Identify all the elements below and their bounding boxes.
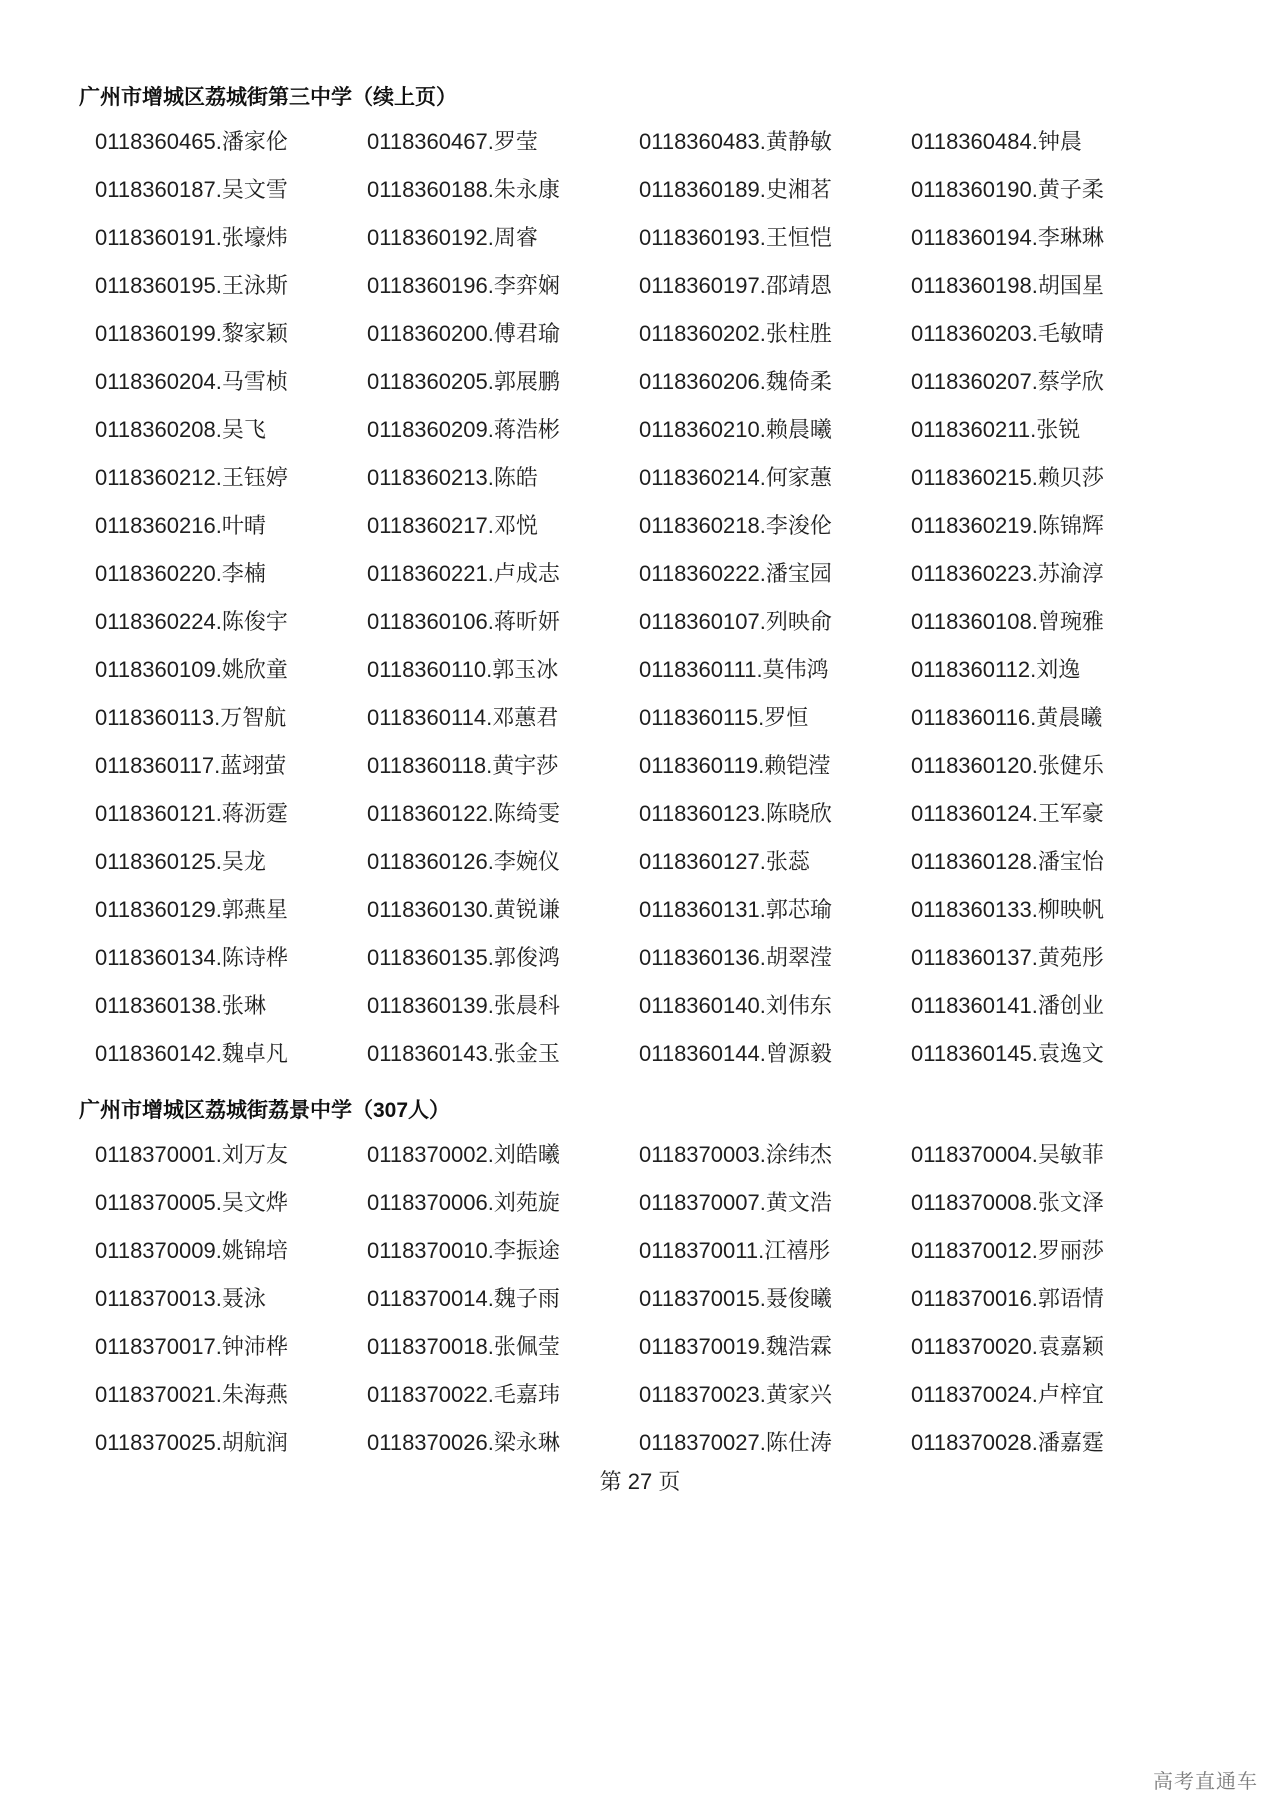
student-entry: 0118370021.朱海燕 bbox=[95, 1382, 288, 1407]
student-entry: 0118370009.姚锦培 bbox=[95, 1238, 288, 1263]
student-entry: 0118360121.蒋沥霆 bbox=[95, 801, 288, 826]
student-entry: 0118360126.李婉仪 bbox=[367, 849, 560, 874]
student-entry: 0118370023.黄家兴 bbox=[639, 1382, 832, 1407]
student-entry: 0118360216.叶晴 bbox=[95, 513, 266, 538]
student-entry: 0118360129.郭燕星 bbox=[95, 897, 288, 922]
student-entry: 0118370025.胡航润 bbox=[95, 1430, 288, 1455]
student-entry: 0118360112.刘逸 bbox=[911, 657, 1081, 682]
student-entry: 0118370027.陈仕涛 bbox=[639, 1430, 832, 1455]
student-entry: 0118370014.魏子雨 bbox=[367, 1286, 560, 1311]
student-entry: 0118360111.莫伟鸿 bbox=[639, 657, 829, 682]
student-entry: 0118370022.毛嘉玮 bbox=[367, 1382, 560, 1407]
student-entry: 0118360209.蒋浩彬 bbox=[367, 417, 560, 442]
student-entry: 0118370012.罗丽莎 bbox=[911, 1238, 1104, 1263]
student-row bbox=[0, 1275, 1280, 1323]
student-row bbox=[0, 838, 1280, 886]
student-entry: 0118360196.李弈娴 bbox=[367, 273, 560, 298]
student-entry: 0118360467.罗莹 bbox=[367, 129, 538, 154]
student-entry: 0118360222.潘宝园 bbox=[639, 561, 832, 586]
student-row bbox=[0, 1227, 1280, 1275]
student-entry: 0118360207.蔡学欣 bbox=[911, 369, 1104, 394]
student-entry: 0118360205.郭展鹏 bbox=[367, 369, 560, 394]
student-row bbox=[0, 742, 1280, 790]
student-entry: 0118360212.王钰婷 bbox=[95, 465, 288, 490]
student-entry: 0118360188.朱永康 bbox=[367, 177, 560, 202]
student-row bbox=[0, 934, 1280, 982]
student-row bbox=[0, 502, 1280, 550]
student-entry: 0118360108.曾琬雅 bbox=[911, 609, 1104, 634]
student-entry: 0118360122.陈绮雯 bbox=[367, 801, 560, 826]
student-entry: 0118360131.郭芯瑜 bbox=[639, 897, 832, 922]
student-entry: 0118360187.吴文雪 bbox=[95, 177, 288, 202]
student-entry: 0118360137.黄苑彤 bbox=[911, 945, 1104, 970]
student-entry: 0118360114.邓蕙君 bbox=[367, 705, 559, 730]
student-entry: 0118360218.李浚伦 bbox=[639, 513, 832, 538]
section-title: 广州市增城区荔城街荔景中学（307人） bbox=[79, 1099, 451, 1122]
school-section bbox=[0, 78, 1280, 1078]
student-row bbox=[0, 886, 1280, 934]
student-entry: 0118370017.钟沛桦 bbox=[95, 1334, 288, 1359]
student-row bbox=[0, 1179, 1280, 1227]
student-row bbox=[0, 358, 1280, 406]
student-entry: 0118360117.蓝翊萤 bbox=[95, 753, 287, 778]
student-row bbox=[0, 1131, 1280, 1179]
student-entry: 0118370005.吴文烨 bbox=[95, 1190, 288, 1215]
student-entry: 0118360223.苏渝淳 bbox=[911, 561, 1104, 586]
student-row bbox=[0, 166, 1280, 214]
student-entry: 0118360144.曾源毅 bbox=[639, 1041, 832, 1066]
student-entry: 0118370011.江禧彤 bbox=[639, 1238, 831, 1263]
student-entry: 0118370001.刘万友 bbox=[95, 1142, 288, 1167]
student-entry: 0118360128.潘宝怡 bbox=[911, 849, 1104, 874]
student-entry: 0118360113.万智航 bbox=[95, 705, 287, 730]
student-entry: 0118360106.蒋昕妍 bbox=[367, 609, 560, 634]
student-entry: 0118360195.王泳斯 bbox=[95, 273, 288, 298]
student-entry: 0118360135.郭俊鸿 bbox=[367, 945, 560, 970]
student-entry: 0118360217.邓悦 bbox=[367, 513, 538, 538]
student-entry: 0118360210.赖晨曦 bbox=[639, 417, 832, 442]
student-entry: 0118360194.李琳琳 bbox=[911, 225, 1104, 250]
student-entry: 0118370006.刘苑旋 bbox=[367, 1190, 560, 1215]
student-entry: 0118360118.黄宇莎 bbox=[367, 753, 559, 778]
school-section bbox=[0, 1091, 1280, 1467]
student-entry: 0118370026.梁永琳 bbox=[367, 1430, 560, 1455]
student-entry: 0118370019.魏浩霖 bbox=[639, 1334, 832, 1359]
student-entry: 0118370007.黄文浩 bbox=[639, 1190, 832, 1215]
student-entry: 0118360133.柳映帆 bbox=[911, 897, 1104, 922]
student-entry: 0118370010.李振途 bbox=[367, 1238, 560, 1263]
student-entry: 0118360116.黄晨曦 bbox=[911, 705, 1103, 730]
student-entry: 0118370002.刘皓曦 bbox=[367, 1142, 560, 1167]
student-entry: 0118360127.张蕊 bbox=[639, 849, 810, 874]
student-row bbox=[0, 550, 1280, 598]
student-entry: 0118360211.张锐 bbox=[911, 417, 1081, 442]
student-entry: 0118370016.郭语情 bbox=[911, 1286, 1104, 1311]
section-title: 广州市增城区荔城街第三中学（续上页） bbox=[79, 86, 457, 109]
student-entry: 0118360109.姚欣童 bbox=[95, 657, 288, 682]
student-entry: 0118370013.聂泳 bbox=[95, 1286, 266, 1311]
student-entry: 0118360465.潘家伦 bbox=[95, 129, 288, 154]
student-entry: 0118360484.钟晨 bbox=[911, 129, 1082, 154]
student-row bbox=[0, 598, 1280, 646]
student-entry: 0118360198.胡国星 bbox=[911, 273, 1104, 298]
student-entry: 0118370018.张佩莹 bbox=[367, 1334, 560, 1359]
student-entry: 0118360214.何家蕙 bbox=[639, 465, 832, 490]
student-list bbox=[0, 78, 1280, 1467]
student-entry: 0118360221.卢成志 bbox=[367, 561, 560, 586]
student-entry: 0118360110.郭玉冰 bbox=[367, 657, 559, 682]
student-entry: 0118360200.傅君瑜 bbox=[367, 321, 560, 346]
student-row bbox=[0, 310, 1280, 358]
student-row bbox=[0, 1030, 1280, 1078]
student-entry: 0118360208.吴飞 bbox=[95, 417, 266, 442]
student-entry: 0118360206.魏倚柔 bbox=[639, 369, 832, 394]
student-row bbox=[0, 1371, 1280, 1419]
student-entry: 0118360192.周睿 bbox=[367, 225, 538, 250]
student-entry: 0118360219.陈锦辉 bbox=[911, 513, 1104, 538]
student-entry: 0118360138.张琳 bbox=[95, 993, 266, 1018]
student-entry: 0118360139.张晨科 bbox=[367, 993, 560, 1018]
student-entry: 0118370008.张文泽 bbox=[911, 1190, 1104, 1215]
student-entry: 0118370015.聂俊曦 bbox=[639, 1286, 832, 1311]
student-entry: 0118370004.吴敏菲 bbox=[911, 1142, 1104, 1167]
student-row bbox=[0, 646, 1280, 694]
student-entry: 0118360145.袁逸文 bbox=[911, 1041, 1104, 1066]
student-entry: 0118370020.袁嘉颖 bbox=[911, 1334, 1104, 1359]
student-entry: 0118370028.潘嘉霆 bbox=[911, 1430, 1104, 1455]
student-entry: 0118360197.邵靖恩 bbox=[639, 273, 832, 298]
student-row bbox=[0, 262, 1280, 310]
student-entry: 0118360203.毛敏晴 bbox=[911, 321, 1104, 346]
student-entry: 0118360193.王恒恺 bbox=[639, 225, 832, 250]
student-entry: 0118360202.张柱胜 bbox=[639, 321, 832, 346]
student-entry: 0118360199.黎家颖 bbox=[95, 321, 288, 346]
student-entry: 0118360123.陈晓欣 bbox=[639, 801, 832, 826]
page-number: 第 27 页 bbox=[599, 1469, 681, 1494]
student-entry: 0118360215.赖贝莎 bbox=[911, 465, 1104, 490]
student-entry: 0118360191.张壕炜 bbox=[95, 225, 288, 250]
student-entry: 0118360204.马雪桢 bbox=[95, 369, 288, 394]
student-entry: 0118360141.潘创业 bbox=[911, 993, 1104, 1018]
student-row bbox=[0, 982, 1280, 1030]
student-entry: 0118360134.陈诗桦 bbox=[95, 945, 288, 970]
student-entry: 0118360140.刘伟东 bbox=[639, 993, 832, 1018]
student-entry: 0118360120.张健乐 bbox=[911, 753, 1104, 778]
student-entry: 0118360142.魏卓凡 bbox=[95, 1041, 288, 1066]
student-row bbox=[0, 1323, 1280, 1371]
student-row bbox=[0, 1419, 1280, 1467]
student-entry: 0118360220.李楠 bbox=[95, 561, 266, 586]
student-row bbox=[0, 214, 1280, 262]
student-entry: 0118360143.张金玉 bbox=[367, 1041, 560, 1066]
student-row bbox=[0, 118, 1280, 166]
student-entry: 0118370003.涂纬杰 bbox=[639, 1142, 832, 1167]
student-entry: 0118360136.胡翠滢 bbox=[639, 945, 832, 970]
student-entry: 0118360190.黄子柔 bbox=[911, 177, 1104, 202]
student-entry: 0118360130.黄锐谦 bbox=[367, 897, 560, 922]
student-entry: 0118360125.吴龙 bbox=[95, 849, 266, 874]
student-entry: 0118360483.黄静敏 bbox=[639, 129, 832, 154]
watermark-text: 高考直通车 bbox=[1153, 1771, 1258, 1793]
student-entry: 0118360124.王军豪 bbox=[911, 801, 1104, 826]
student-entry: 0118360107.列映俞 bbox=[639, 609, 832, 634]
student-entry: 0118360115.罗恒 bbox=[639, 705, 809, 730]
student-entry: 0118360224.陈俊宇 bbox=[95, 609, 288, 634]
student-entry: 0118370024.卢梓宜 bbox=[911, 1382, 1104, 1407]
student-entry: 0118360213.陈皓 bbox=[367, 465, 538, 490]
student-entry: 0118360119.赖铠滢 bbox=[639, 753, 831, 778]
student-row bbox=[0, 694, 1280, 742]
student-row bbox=[0, 454, 1280, 502]
student-row bbox=[0, 406, 1280, 454]
student-entry: 0118360189.史湘茗 bbox=[639, 177, 832, 202]
student-row bbox=[0, 790, 1280, 838]
